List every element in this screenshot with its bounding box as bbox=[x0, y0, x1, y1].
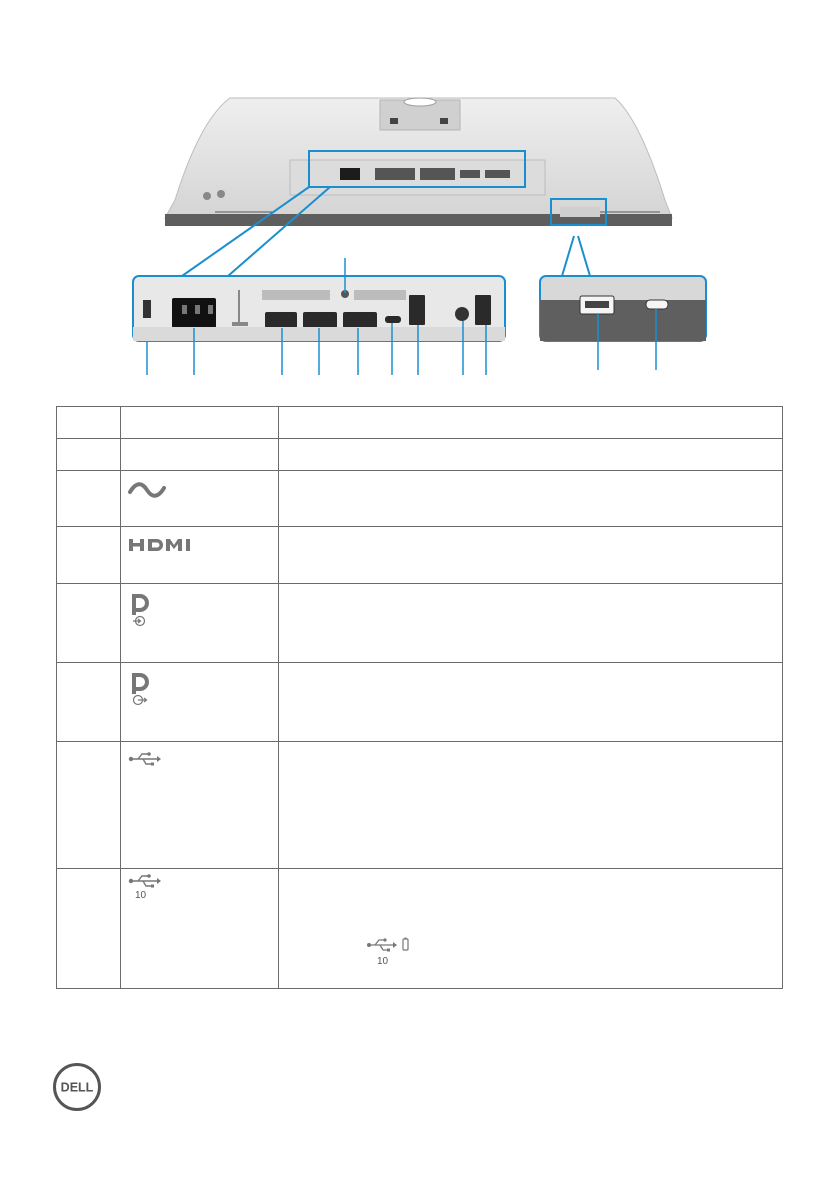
row-description bbox=[279, 527, 783, 584]
connector-table bbox=[56, 406, 783, 989]
row-number bbox=[57, 742, 121, 869]
row-description bbox=[279, 742, 783, 869]
usb-icon bbox=[127, 750, 163, 768]
usb-charging-speed-label: 10 bbox=[377, 956, 389, 967]
row-number bbox=[57, 527, 121, 584]
power-ac-icon bbox=[127, 479, 167, 501]
table-row bbox=[57, 869, 783, 989]
header-cell-icon bbox=[121, 407, 279, 439]
row-icon-cell bbox=[121, 869, 279, 989]
row-number bbox=[57, 869, 121, 989]
header-cell-label bbox=[57, 407, 121, 439]
displayport-in-icon bbox=[127, 592, 157, 628]
usb-10gbps-icon bbox=[127, 873, 163, 889]
usb-charging-icon bbox=[365, 937, 411, 953]
row-description bbox=[279, 584, 783, 663]
monitor-back-panel bbox=[165, 98, 672, 226]
row-icon-cell bbox=[121, 471, 279, 527]
row-description bbox=[279, 439, 783, 471]
row-number bbox=[57, 584, 121, 663]
table-row bbox=[57, 471, 783, 527]
usb-charging-inline bbox=[365, 937, 411, 967]
row-icon-cell bbox=[121, 584, 279, 663]
row-icon-cell bbox=[121, 439, 279, 471]
row-number bbox=[57, 663, 121, 742]
table-row bbox=[57, 439, 783, 471]
row-description bbox=[279, 471, 783, 527]
side-ports-zoom bbox=[540, 276, 706, 341]
row-number bbox=[57, 471, 121, 527]
table-row bbox=[57, 527, 783, 584]
dell-logo bbox=[52, 1062, 102, 1112]
hdmi-icon bbox=[127, 535, 203, 555]
row-number bbox=[57, 439, 121, 471]
header-cell-description bbox=[279, 407, 783, 439]
dell-logo-text: DELL bbox=[60, 1080, 94, 1095]
row-icon-cell bbox=[121, 742, 279, 869]
usb-speed-label: 10 bbox=[135, 890, 147, 901]
row-icon-cell bbox=[121, 663, 279, 742]
row-description bbox=[279, 869, 783, 989]
table-row bbox=[57, 663, 783, 742]
displayport-out-icon bbox=[127, 671, 157, 707]
row-icon-cell bbox=[121, 527, 279, 584]
monitor-rear-figure bbox=[0, 0, 839, 400]
table-row bbox=[57, 584, 783, 663]
row-description bbox=[279, 663, 783, 742]
table-row bbox=[57, 742, 783, 869]
table-header bbox=[57, 407, 783, 439]
